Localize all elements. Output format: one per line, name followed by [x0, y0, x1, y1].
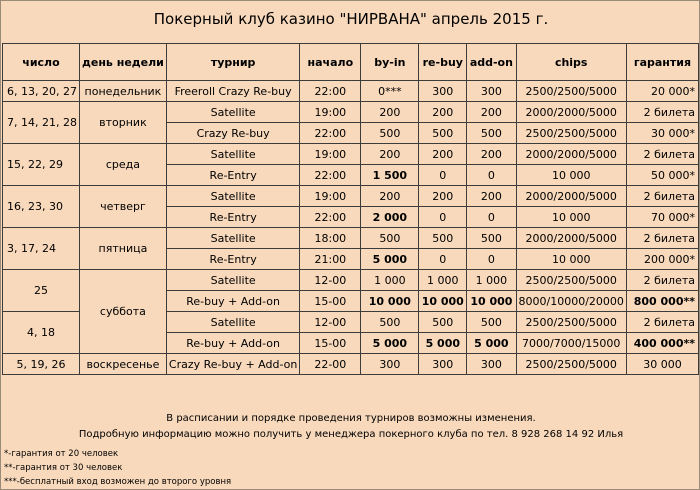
tournament-cell: Re-Entry	[166, 249, 299, 270]
start-cell: 22:00	[300, 165, 361, 186]
buyin-cell: 10 000	[361, 291, 419, 312]
footnote-free-entry: ***-бесплатный вход возможен до второго уровня	[4, 477, 232, 487]
start-cell: 22:00	[300, 123, 361, 144]
addon-cell: 500	[467, 312, 516, 333]
footnotes	[4, 447, 231, 489]
chips-cell: 2500/2500/5000	[516, 312, 626, 333]
addon-cell: 200	[467, 144, 516, 165]
guarantee-cell: 2 билета	[626, 186, 698, 207]
buyin-cell: 2 000	[361, 207, 419, 228]
chips-cell: 10 000	[516, 207, 626, 228]
notice-line-changes: В расписании и порядке проведения турниров возможны изменения.	[166, 413, 536, 424]
rebuy-cell: 300	[419, 81, 467, 102]
buyin-cell: 1 000	[361, 270, 419, 291]
column-header-chips: chips	[516, 44, 626, 81]
chips-cell: 2000/2000/5000	[516, 228, 626, 249]
weekday-cell: пятница	[79, 228, 166, 270]
buyin-cell: 200	[361, 144, 419, 165]
weekday-cell: суббота	[79, 270, 166, 354]
rebuy-cell: 500	[419, 228, 467, 249]
date-cell: 6, 13, 20, 27	[3, 81, 80, 102]
weekday-cell: четверг	[79, 186, 166, 228]
guarantee-cell: 200 000*	[626, 249, 698, 270]
addon-cell: 5 000	[467, 333, 516, 354]
rebuy-cell: 200	[419, 102, 467, 123]
rebuy-cell: 500	[419, 123, 467, 144]
rebuy-cell: 0	[419, 207, 467, 228]
start-cell: 19:00	[300, 102, 361, 123]
buyin-cell: 1 500	[361, 165, 419, 186]
buyin-cell: 500	[361, 123, 419, 144]
start-cell: 19:00	[300, 186, 361, 207]
date-cell: 16, 23, 30	[3, 186, 80, 228]
table-row	[3, 270, 699, 291]
tournament-cell: Freeroll Crazy Re-buy	[166, 81, 299, 102]
tournament-cell: Crazy Re-buy + Add-on	[166, 354, 299, 375]
date-cell: 3, 17, 24	[3, 228, 80, 270]
tournament-cell: Satellite	[166, 270, 299, 291]
addon-cell: 200	[467, 102, 516, 123]
tournament-cell: Re-Entry	[166, 165, 299, 186]
notice-line-contact: Подробную информацию можно получить у менеджера покерного клуба по тел. 8 928 268 14 92 Илья	[78, 429, 624, 440]
addon-cell: 0	[467, 165, 516, 186]
column-header-tournament: турнир	[166, 44, 299, 81]
addon-cell: 500	[467, 123, 516, 144]
buyin-cell: 5 000	[361, 333, 419, 354]
start-cell: 12-00	[300, 312, 361, 333]
guarantee-cell: 2 билета	[626, 102, 698, 123]
chips-cell: 2000/2000/5000	[516, 144, 626, 165]
addon-cell: 500	[467, 228, 516, 249]
guarantee-cell: 400 000**	[626, 333, 698, 354]
column-header-rebuy: re-buy	[419, 44, 467, 81]
guarantee-cell: 2 билета	[626, 270, 698, 291]
guarantee-cell: 2 билета	[626, 312, 698, 333]
date-cell: 25	[3, 270, 80, 312]
chips-cell: 2000/2000/5000	[516, 102, 626, 123]
addon-cell: 0	[467, 207, 516, 228]
chips-cell: 2500/2500/5000	[516, 81, 626, 102]
rebuy-cell: 300	[419, 354, 467, 375]
addon-cell: 1 000	[467, 270, 516, 291]
start-cell: 15-00	[300, 291, 361, 312]
table-row	[3, 354, 699, 375]
tournament-cell: Re-Entry	[166, 207, 299, 228]
chips-cell: 2500/2500/5000	[516, 123, 626, 144]
start-cell: 22-00	[300, 354, 361, 375]
chips-cell: 10 000	[516, 165, 626, 186]
buyin-cell: 5 000	[361, 249, 419, 270]
column-header-guarantee: гарантия	[626, 44, 698, 81]
addon-cell: 300	[467, 354, 516, 375]
table-row	[3, 81, 699, 102]
page-title: Покерный клуб казино "НИРВАНА" апрель 2015 г.	[153, 10, 549, 28]
chips-cell: 7000/7000/15000	[516, 333, 626, 354]
schedule-notice	[1, 411, 700, 443]
addon-cell: 200	[467, 186, 516, 207]
date-cell: 5, 19, 26	[3, 354, 80, 375]
tournament-cell: Crazy Re-buy	[166, 123, 299, 144]
guarantee-cell: 50 000*	[626, 165, 698, 186]
table-row	[3, 144, 699, 165]
buyin-cell: 500	[361, 312, 419, 333]
guarantee-cell: 800 000**	[626, 291, 698, 312]
tournament-schedule-table	[2, 43, 699, 375]
column-header-buyin: by-in	[361, 44, 419, 81]
start-cell: 15-00	[300, 333, 361, 354]
rebuy-cell: 0	[419, 249, 467, 270]
column-header-date: число	[3, 44, 80, 81]
start-cell: 22:00	[300, 81, 361, 102]
guarantee-cell: 70 000*	[626, 207, 698, 228]
rebuy-cell: 5 000	[419, 333, 467, 354]
chips-cell: 2500/2500/5000	[516, 270, 626, 291]
chips-cell: 8000/10000/20000	[516, 291, 626, 312]
weekday-cell: среда	[79, 144, 166, 186]
footnote-30-players: **-гарантия от 30 человек	[4, 463, 123, 473]
chips-cell: 2000/2000/5000	[516, 186, 626, 207]
start-cell: 21:00	[300, 249, 361, 270]
tournament-cell: Re-buy + Add-on	[166, 333, 299, 354]
addon-cell: 10 000	[467, 291, 516, 312]
tournament-cell: Satellite	[166, 312, 299, 333]
column-header-addon: add-on	[467, 44, 516, 81]
start-cell: 19:00	[300, 144, 361, 165]
rebuy-cell: 10 000	[419, 291, 467, 312]
weekday-cell: понедельник	[79, 81, 166, 102]
rebuy-cell: 500	[419, 312, 467, 333]
rebuy-cell: 200	[419, 144, 467, 165]
footnote-20-players: *-гарантия от 20 человек	[4, 449, 119, 459]
buyin-cell: 500	[361, 228, 419, 249]
tournament-cell: Re-buy + Add-on	[166, 291, 299, 312]
buyin-cell: 300	[361, 354, 419, 375]
chips-cell: 2500/2500/5000	[516, 354, 626, 375]
table-header-row	[3, 44, 699, 81]
tournament-cell: Satellite	[166, 186, 299, 207]
date-cell: 15, 22, 29	[3, 144, 80, 186]
guarantee-cell: 2 билета	[626, 228, 698, 249]
guarantee-cell: 30 000*	[626, 123, 698, 144]
date-cell: 4, 18	[3, 312, 80, 354]
buyin-cell: 0***	[361, 81, 419, 102]
start-cell: 12-00	[300, 270, 361, 291]
guarantee-cell: 2 билета	[626, 144, 698, 165]
table-row	[3, 102, 699, 123]
tournament-cell: Satellite	[166, 102, 299, 123]
buyin-cell: 200	[361, 102, 419, 123]
rebuy-cell: 0	[419, 165, 467, 186]
table-row	[3, 228, 699, 249]
rebuy-cell: 1 000	[419, 270, 467, 291]
addon-cell: 0	[467, 249, 516, 270]
start-cell: 22:00	[300, 207, 361, 228]
buyin-cell: 200	[361, 186, 419, 207]
addon-cell: 300	[467, 81, 516, 102]
table-row	[3, 186, 699, 207]
rebuy-cell: 200	[419, 186, 467, 207]
weekday-cell: вторник	[79, 102, 166, 144]
tournament-cell: Satellite	[166, 228, 299, 249]
column-header-start: начало	[300, 44, 361, 81]
guarantee-cell: 30 000	[626, 354, 698, 375]
date-cell: 7, 14, 21, 28	[3, 102, 80, 144]
column-header-weekday: день недели	[79, 44, 166, 81]
chips-cell: 10 000	[516, 249, 626, 270]
tournament-cell: Satellite	[166, 144, 299, 165]
guarantee-cell: 20 000*	[626, 81, 698, 102]
start-cell: 18:00	[300, 228, 361, 249]
weekday-cell: воскресенье	[79, 354, 166, 375]
